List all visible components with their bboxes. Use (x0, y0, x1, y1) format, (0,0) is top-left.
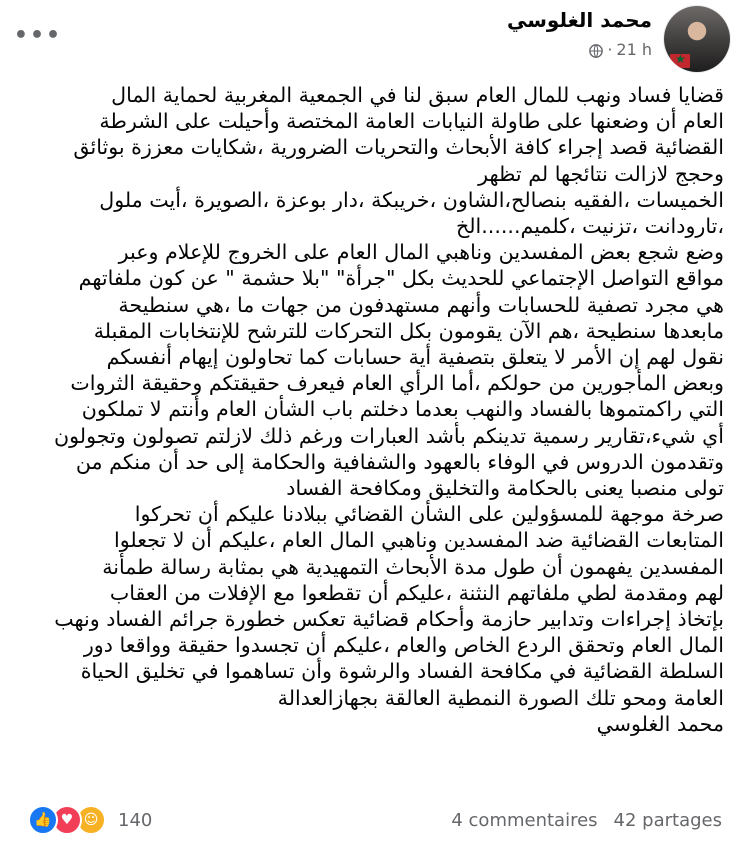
avatar[interactable] (664, 6, 730, 72)
post-line: المال العام وتحقق الردع الخاص والعام ،عليكم أن تجسدوا حقيقة وواقعا دور (83, 633, 724, 658)
post-line: وضع شجع بعض المفسدين وناهبي المال العام على الخروج للإعلام وعبر (118, 240, 724, 265)
post-line: هي مجرد تصفية للحسابات وأنهم مستهدفون من جهات ما ،هي سنطيحة (118, 292, 724, 317)
post-line: الخميسات ،الفقيه بنصالح،الشاون ،خريبكة ،دار بوعزة ،الصويرة ،أيت ملول (99, 187, 724, 212)
like-icon: 👍 (28, 805, 58, 835)
dot-separator: · (607, 40, 613, 59)
post-line: التي راكمتموها بالفساد والنهب بعدما دخلتم باب الشأن العام وأنتم لا تملكون (81, 397, 724, 422)
post-line: وحجج لازالت نتائجها لم تظهر (478, 161, 724, 186)
post-line: السلطة القضائية في مكافحة الفساد والرشوة وأن تساهموا في تخليق الحياة (80, 659, 724, 684)
reaction-count[interactable]: 140 (118, 809, 153, 831)
post-line: ،تارودانت ،تزنيت ،كلميم......الخ (455, 214, 724, 239)
reactions-summary[interactable] (28, 805, 152, 835)
post-time[interactable]: 21 h (616, 40, 652, 59)
post-line: نقول لهم إن الأمر لا يتعلق بتصفية أية حسابات كما تحاولون إيهام أنفسكم (106, 345, 724, 370)
post-footer (0, 800, 750, 840)
post-line: العام أن وضعنها على طاولة النيابات العامة المختصة وأحيلت على الشرطة (99, 109, 724, 134)
post-stats (451, 810, 722, 831)
post-signature: محمد الغلوسي (596, 711, 724, 736)
care-icon: ☺ (76, 805, 106, 835)
post-line: صرخة موجهة للمسؤولين على الشأن القضائي ببلادنا عليكم أن تحركوا (134, 502, 724, 527)
comments-count[interactable]: 4 commentaires (451, 809, 598, 831)
post-meta (589, 40, 652, 59)
flag-icon (670, 54, 690, 68)
post-line: المفسدين يفهمون أن طول مدة الأبحاث التمهيدية هي بمثابة رسالة طمأنة (102, 554, 724, 579)
love-icon: ♥ (52, 805, 82, 835)
post-body (26, 82, 724, 737)
post-line: لهم ومقدمة لطي ملفاتهم النثنة ،عليكم أن تقطعوا مع الإفلات من العقاب (109, 580, 724, 605)
more-options-icon[interactable]: ••• (13, 22, 63, 48)
post-line: وبعض المأجورين من حولكم ،أما الرأي العام فيعرف حقيقتكم وحقيقة الثروات (70, 371, 724, 396)
post-line: بإتخاذ إجراءات وتدابير حازمة وأحكام قضائية تعكس خطورة جرائم الفساد ونهب (54, 607, 724, 632)
post-line: العامة ومحو تلك الصورة النمطية العالقة بجهازالعدالة (277, 685, 724, 710)
author-name[interactable]: محمد الغلوسي (507, 8, 652, 32)
post-line: وتقدمون الدروس في الوفاء بالعهود والشفافية والحكامة إلى حد أن منكم من (75, 449, 724, 474)
post-line: مابعدها سنطيحة ،هم الآن يقومون بكل التحركات للترشح للإنتخابات المقبلة (93, 318, 724, 343)
post-line: المتابعات القضائية ضد المفسدين وناهبي المال العام ،عليكم أن لا تجعلوا (114, 528, 724, 553)
post-line: مواقع التواصل الإجتماعي للحديث بكل "جرأة" "بلا حشمة " عن كون ملفاتهم (78, 266, 724, 291)
post-line: تولى منصبا يعنى بالحكامة والتخليق ومكافحة الفساد (286, 476, 724, 501)
post-line: قضايا فساد ونهب للمال العام سبق لنا في الجمعية المغربية لحماية المال (111, 83, 724, 107)
post-line: أي شيء،تقارير رسمية تدينكم بأشد العبارات ورغم ذلك لازلتم تصولون وتجولون (54, 423, 724, 448)
post-line: القضائية قصد إجراء كافة الأبحاث والتحريات الضرورية ،شكايات معززة بوثائق (73, 135, 724, 160)
globe-icon[interactable] (589, 43, 603, 57)
shares-count[interactable]: 42 partages (613, 809, 722, 831)
post-header (0, 0, 750, 80)
